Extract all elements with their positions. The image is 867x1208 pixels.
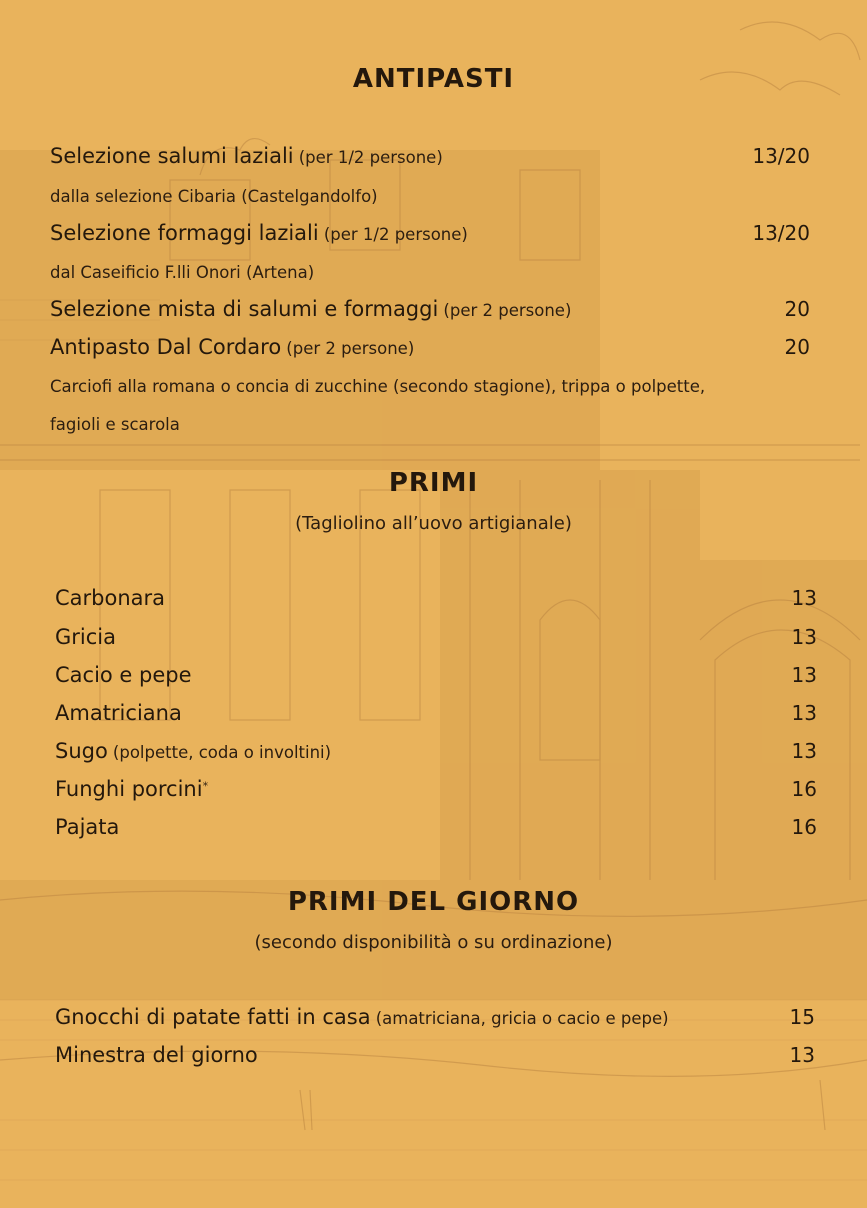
section-title-antipasti: ANTIPASTI bbox=[352, 64, 515, 94]
item-price: 13/20 bbox=[752, 144, 810, 168]
item-description-continued: fagioli e scarola bbox=[50, 415, 180, 434]
menu-item bbox=[55, 1005, 815, 1029]
item-note: (per 2 persone) bbox=[443, 301, 572, 320]
menu-item bbox=[50, 221, 810, 245]
item-description: Carciofi alla romana o concia di zucchine (secondo stagione), trippa o polpette, bbox=[50, 377, 706, 396]
section-title-primi: PRIMI bbox=[388, 468, 479, 498]
item-price: 20 bbox=[784, 297, 810, 321]
item-note: (polpette, coda o involtini) bbox=[112, 743, 332, 762]
item-name: Cacio e pepe bbox=[55, 663, 192, 687]
item-price: 13/20 bbox=[752, 221, 810, 245]
item-note: (per 2 persone) bbox=[286, 339, 415, 358]
item-price: 13 bbox=[791, 586, 817, 610]
item-price: 15 bbox=[789, 1005, 815, 1029]
section-title-primi-del-giorno: PRIMI DEL GIORNO bbox=[287, 887, 580, 917]
asterisk-mark: * bbox=[202, 779, 209, 793]
menu-item bbox=[55, 1043, 815, 1067]
item-note: (per 1/2 persone) bbox=[323, 225, 468, 244]
item-description: dal Caseificio F.lli Onori (Artena) bbox=[50, 263, 315, 282]
item-name: Selezione salumi laziali bbox=[50, 144, 294, 168]
item-price: 20 bbox=[784, 335, 810, 359]
menu-item bbox=[50, 297, 810, 321]
item-note: (per 1/2 persone) bbox=[298, 148, 443, 167]
menu-item bbox=[55, 625, 817, 649]
menu-item bbox=[50, 144, 810, 168]
item-name: Antipasto Dal Cordaro bbox=[50, 335, 282, 359]
item-name: Gnocchi di patate fatti in casa bbox=[55, 1005, 371, 1029]
item-name: Funghi porcini bbox=[55, 777, 203, 801]
item-price: 16 bbox=[791, 815, 817, 839]
menu-item bbox=[55, 739, 817, 763]
item-name: Selezione formaggi laziali bbox=[50, 221, 319, 245]
item-name: Amatriciana bbox=[55, 701, 182, 725]
item-name: Minestra del giorno bbox=[55, 1043, 258, 1067]
section-subtitle-primi: (Tagliolino all’uovo artigianale) bbox=[295, 513, 572, 534]
item-price: 13 bbox=[791, 701, 817, 725]
menu-item bbox=[55, 586, 817, 610]
menu-item bbox=[55, 777, 817, 801]
item-description: dalla selezione Cibaria (Castelgandolfo) bbox=[50, 187, 378, 206]
menu-item bbox=[55, 815, 817, 839]
item-price: 13 bbox=[791, 739, 817, 763]
item-price: 13 bbox=[791, 663, 817, 687]
menu-item bbox=[55, 663, 817, 687]
menu-item bbox=[50, 335, 810, 359]
item-name: Selezione mista di salumi e formaggi bbox=[50, 297, 439, 321]
menu-item bbox=[55, 701, 817, 725]
item-name: Carbonara bbox=[55, 586, 166, 610]
item-price: 16 bbox=[791, 777, 817, 801]
section-subtitle-primi-del-giorno: (secondo disponibilità o su ordinazione) bbox=[254, 932, 613, 953]
item-price: 13 bbox=[791, 625, 817, 649]
item-name: Gricia bbox=[55, 625, 116, 649]
item-note: (amatriciana, gricia o cacio e pepe) bbox=[375, 1009, 669, 1028]
item-name: Pajata bbox=[55, 815, 120, 839]
item-price: 13 bbox=[789, 1043, 815, 1067]
item-name: Sugo bbox=[55, 739, 108, 763]
